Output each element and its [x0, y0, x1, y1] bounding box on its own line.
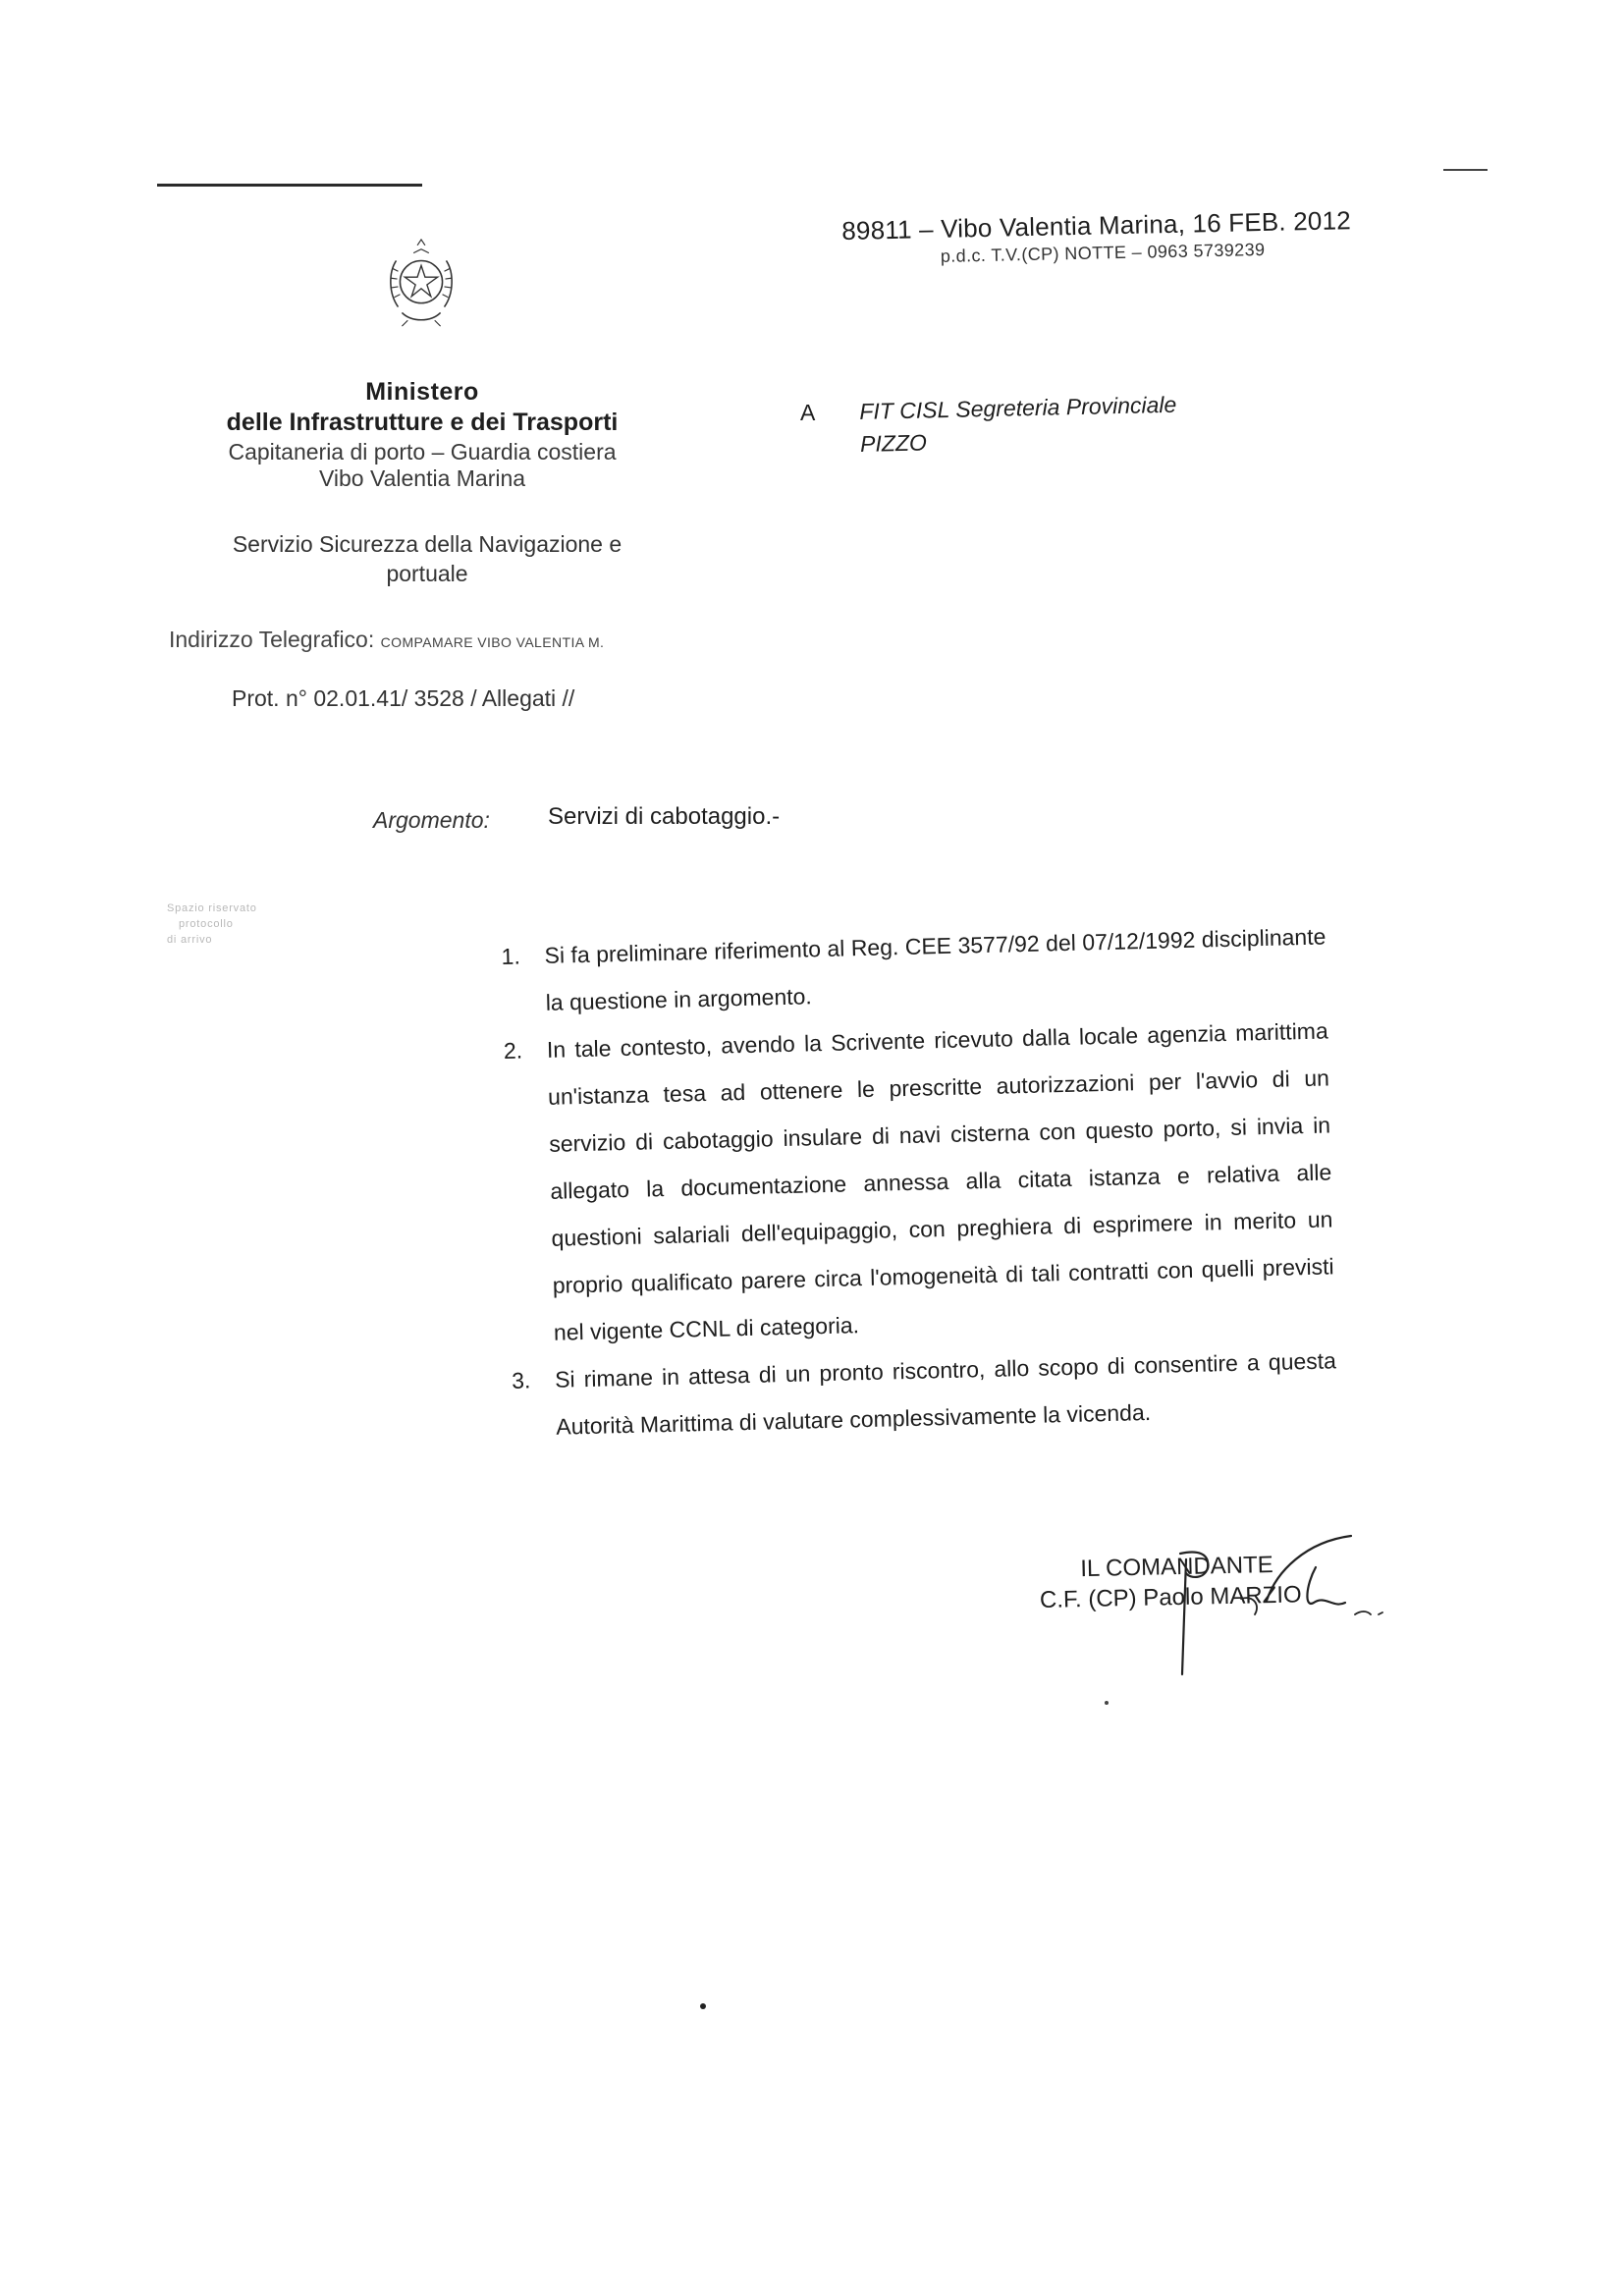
date-block [841, 204, 1392, 269]
office-city: Vibo Valentia Marina [318, 465, 526, 491]
republic-emblem-icon [373, 234, 469, 334]
recipient-line-2: PIZZO [859, 429, 928, 458]
telegraph-label: Indirizzo Telegrafico: [169, 627, 375, 652]
receipt-stamp-area [167, 901, 334, 949]
recipient-prefix: A [800, 400, 816, 425]
item-text: In tale contesto, avendo la Scrivente ricevuto dalla locale agenzia marittima un'istanza tesa ad ottenere le prescritte autorizzazioni per l'avvio di un servizio di cabotaggio insulare di navi cisterna con questo porto, si invia in allegato la documentazione annessa alla citata istanza e relativa alle questioni salariali dell'equipaggio, con preghiera di esprimere in merito un proprio qualificato parere circa l'omogeneità di tali contratti con quelli previsti nel vigente CCNL di categoria. [546, 1017, 1334, 1345]
handwritten-signature [1159, 1532, 1414, 1679]
item-number: 2. [503, 1037, 523, 1064]
telegraph-address [169, 627, 604, 653]
recipient-block [859, 389, 1177, 462]
subject-label: Argomento: [373, 807, 490, 833]
signer-name: C.F. (CP) Paolo MARZIO [1039, 1581, 1302, 1614]
sender-block [167, 378, 677, 492]
body-item [503, 1007, 1335, 1356]
stamp-line: di arrivo [167, 933, 213, 946]
letter-body [501, 912, 1338, 1450]
signer-title: IL COMANDANTE [1080, 1552, 1274, 1583]
telegraph-value: COMPAMARE VIBO VALENTIA M. [380, 634, 605, 650]
item-text: Si rimane in attesa di un pronto riscontro, allo scopo di consentire a questa Autorità Marittima di valutare complessivamente la vicenda. [554, 1347, 1337, 1440]
mark-dot [700, 2003, 706, 2009]
service-block [187, 530, 668, 589]
protocol-number: Prot. n° 02.01.41/ 3528 / Allegati // [232, 685, 575, 711]
service-line-2: portuale [386, 560, 468, 586]
service-line-1: Servizio Sicurezza della Navigazione e [232, 531, 623, 557]
ministry-full-name: delle Infrastrutture e dei Trasporti [226, 409, 619, 436]
stamp-line: protocollo [179, 917, 234, 930]
header-rule [157, 184, 422, 187]
item-number: 3. [511, 1367, 531, 1393]
recipient-line-1: FIT CISL Segreteria Provinciale [859, 391, 1177, 424]
office-name: Capitaneria di porto – Guardia costiera [228, 439, 617, 464]
body-item [512, 1337, 1338, 1450]
ministry-name: Ministero [365, 378, 479, 406]
mark-dot [1105, 1701, 1109, 1705]
stamp-line: Spazio riservato [167, 902, 257, 914]
item-number: 1. [501, 943, 521, 969]
date-line: 89811 – Vibo Valentia Marina, 16 FEB. 2012 [841, 205, 1352, 246]
subject-text: Servizi di cabotaggio.- [548, 803, 781, 830]
item-text: Si fa preliminare riferimento al Reg. CEE 3577/92 del 07/12/1992 disciplinante la questione in argomento. [544, 923, 1326, 1015]
contact-line: p.d.c. T.V.(CP) NOTTE – 0963 5739239 [940, 239, 1266, 266]
margin-mark [1443, 169, 1488, 171]
